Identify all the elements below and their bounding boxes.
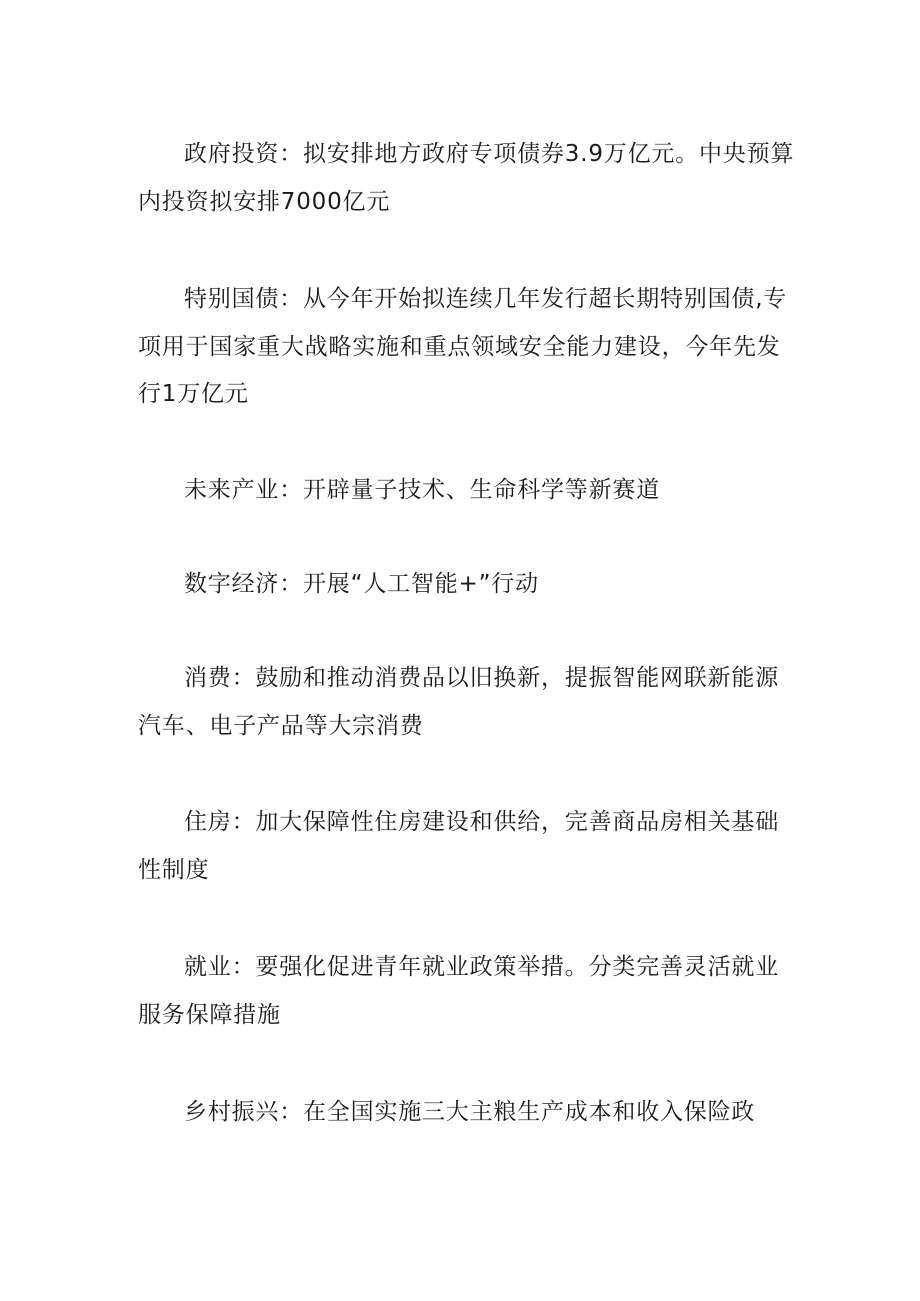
paragraph-government-investment: 政府投资：拟安排地方政府专项债券3.9万亿元。中央预算内投资拟安排7000亿元 xyxy=(138,141,795,215)
paragraph-rural-revitalization: 乡村振兴：在全国实施三大主粮生产成本和收入保险政 xyxy=(184,1099,756,1125)
paragraph-digital-economy: 数字经济：开展“人工智能+”行动 xyxy=(184,571,539,597)
paragraph-housing: 住房：加大保障性住房建设和供给，完善商品房相关基础性制度 xyxy=(138,809,779,883)
paragraph-special-treasury-bonds: 特别国债：从今年开始拟连续几年发行超长期特别国债,专项用于国家重大战略实施和重点领域安全能力建设，今年先发行1万亿元 xyxy=(138,286,788,407)
paragraph-future-industries: 未来产业：开辟量子技术、生命科学等新赛道 xyxy=(184,477,660,503)
paragraph-consumption: 消费：鼓励和推动消费品以旧换新，提振智能网联新能源汽车、电子产品等大宗消费 xyxy=(138,665,779,739)
paragraph-employment: 就业：要强化促进青年就业政策举措。分类完善灵活就业服务保障措施 xyxy=(138,954,779,1028)
